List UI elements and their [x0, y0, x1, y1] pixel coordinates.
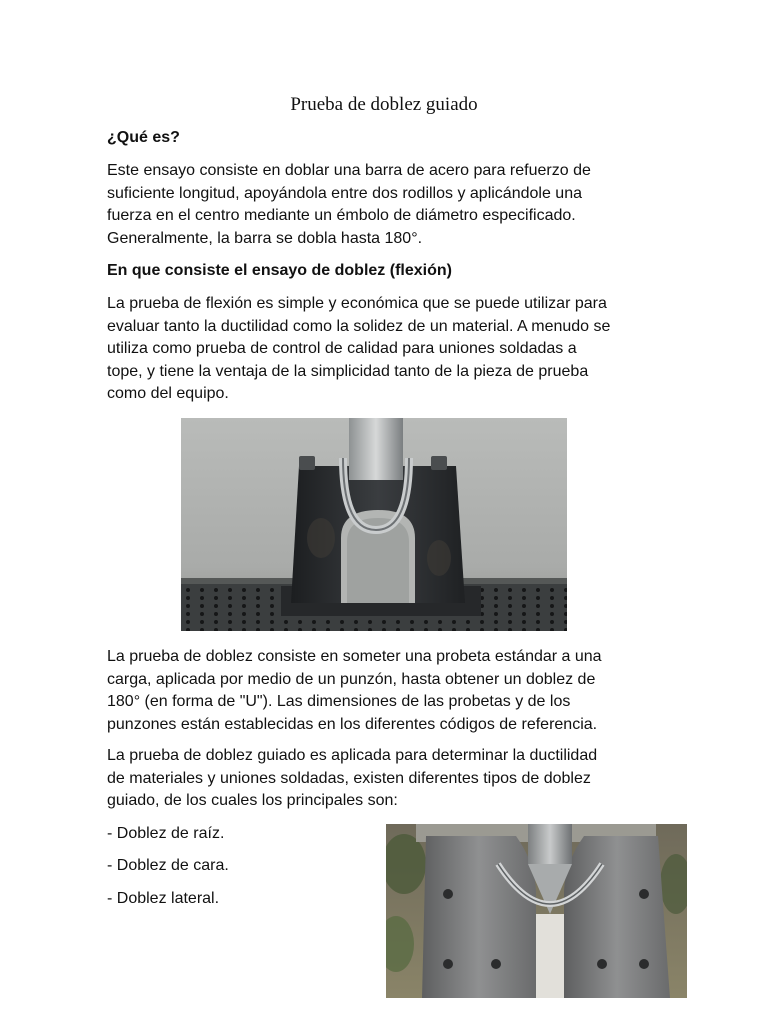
bullet-doblez-lateral: - Doblez lateral. — [107, 890, 220, 907]
section-paragraph-que-es — [107, 160, 687, 250]
text-line: 180° (en forma de "U"). Las dimensiones de las probetas y de los — [107, 693, 571, 711]
text-line: La prueba de doblez consiste en someter una probeta estándar a una — [107, 648, 602, 665]
text-line: como del equipo. — [107, 385, 229, 403]
text-line: suficiente longitud, apoyándola entre dos rodillos y aplicándole una — [107, 184, 582, 202]
text-line: evaluar tanto la ductilidad como la solidez de un material. A menudo se — [107, 317, 611, 335]
bend-test-fixture-photo — [181, 418, 567, 631]
paragraph-doblez-guiado — [107, 745, 687, 813]
guided-bend-fixture-photo — [386, 824, 687, 998]
text-line: de materiales y uniones soldadas, existen diferentes tipos de doblez — [107, 769, 591, 787]
text-line: La prueba de doblez guiado es aplicada para determinar la ductilidad — [107, 747, 598, 764]
bullet-doblez-raiz: - Doblez de raíz. — [107, 825, 225, 842]
page-title: Prueba de doblez guiado — [290, 94, 478, 115]
text-line: guiado, de los cuales los principales son: — [107, 792, 398, 810]
text-line: carga, aplicada por medio de un punzón, hasta obtener un doblez de — [107, 670, 596, 688]
text-line: punzones están establecidas en los diferentes códigos de referencia. — [107, 715, 598, 733]
text-line: fuerza en el centro mediante un émbolo de diámetro especificado. — [107, 207, 576, 225]
paragraph-doblez-probeta — [107, 646, 687, 736]
text-line: utiliza como prueba de control de calidad para uniones soldadas a — [107, 340, 577, 358]
section-heading-ensayo-doblez: En que consiste el ensayo de doblez (flexión) — [107, 262, 452, 279]
text-line: Este ensayo consiste en doblar una barra de acero para refuerzo de — [107, 162, 591, 179]
bullet-doblez-cara: - Doblez de cara. — [107, 857, 229, 874]
text-line: tope, y tiene la ventaja de la simplicidad tanto de la pieza de prueba — [107, 362, 589, 380]
section-paragraph-ensayo-doblez — [107, 293, 687, 406]
section-heading-que-es: ¿Qué es? — [107, 129, 180, 146]
text-line: La prueba de flexión es simple y económica que se puede utilizar para — [107, 295, 607, 312]
text-line: Generalmente, la barra se dobla hasta 180°. — [107, 229, 423, 247]
